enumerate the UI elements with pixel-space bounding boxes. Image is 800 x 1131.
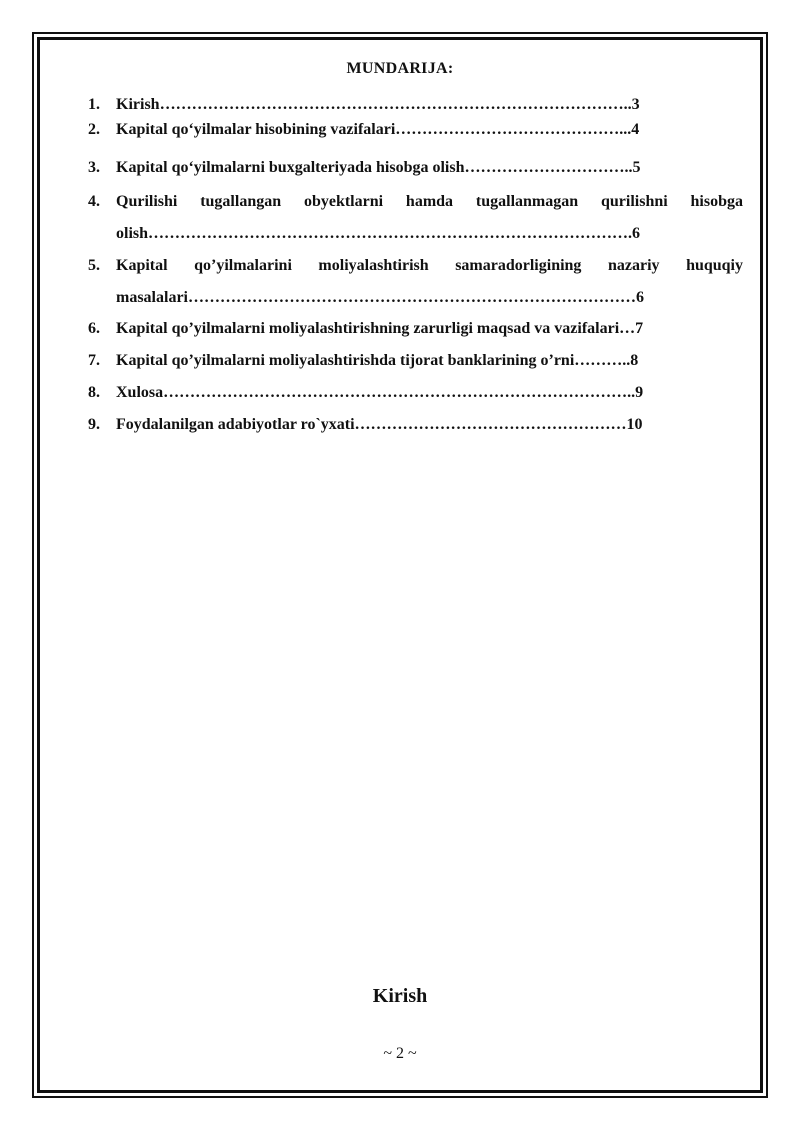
toc-item-number: 8.: [88, 384, 100, 401]
toc-item: [88, 414, 743, 436]
toc-item-text: Kapital qo’yilmalarni moliyalashtirishda tijorat banklarining o’rni………..8: [116, 352, 639, 369]
toc-item-text: Kapital qo‘yilmalar hisobining vazifalari……………………………………...4: [116, 121, 640, 138]
toc-item: [88, 382, 743, 404]
toc-item-text: Kapital qo’yilmalarni moliyalashtirishning zarurligi maqsad va vazifalari…7: [116, 320, 644, 337]
toc-item-number: 7.: [88, 352, 100, 369]
toc-item-number: 2.: [88, 121, 100, 138]
toc-item: [88, 157, 743, 179]
toc-item-number: 3.: [88, 159, 100, 176]
toc-item-number: 6.: [88, 320, 100, 337]
toc-item: [88, 350, 743, 372]
toc-item-number: 5.: [88, 257, 100, 274]
toc-item-number: 4.: [88, 193, 100, 210]
page-number: ~ 2 ~: [383, 1045, 417, 1062]
toc-item-number: 1.: [88, 96, 100, 113]
toc-item-text: Kapital qo’yilmalarini moliyalashtirish samaradorligining nazariy huquqiy masalalari…………………………………………………………………………6: [116, 257, 743, 306]
toc-item: [88, 119, 743, 141]
toc-item-text: Kirish……………………………………………………………………………..3: [116, 96, 640, 113]
toc-item-text: Qurilishi tugallangan obyektlarni hamda tugallanmagan qurilishni hisobga olish……………………………………………………………………………….6: [116, 193, 743, 242]
table-of-contents: [88, 94, 743, 436]
toc-item-text: Xulosa……………………………………………………………………………..9: [116, 384, 644, 401]
toc-item: [88, 94, 743, 116]
toc-item-text: Kapital qo‘yilmalarni buxgalteriyada hisobga olish…………………………..5: [116, 159, 641, 176]
toc-item: [88, 318, 743, 340]
section-heading: Kirish: [372, 985, 428, 1007]
toc-item-text: Foydalanilgan adabiyotlar ro`yxati……………………………………………10: [116, 416, 643, 433]
toc-item: [88, 186, 743, 250]
toc-item: [88, 250, 743, 314]
toc-title: MUNDARIJA:: [346, 60, 454, 77]
toc-item-number: 9.: [88, 416, 100, 433]
